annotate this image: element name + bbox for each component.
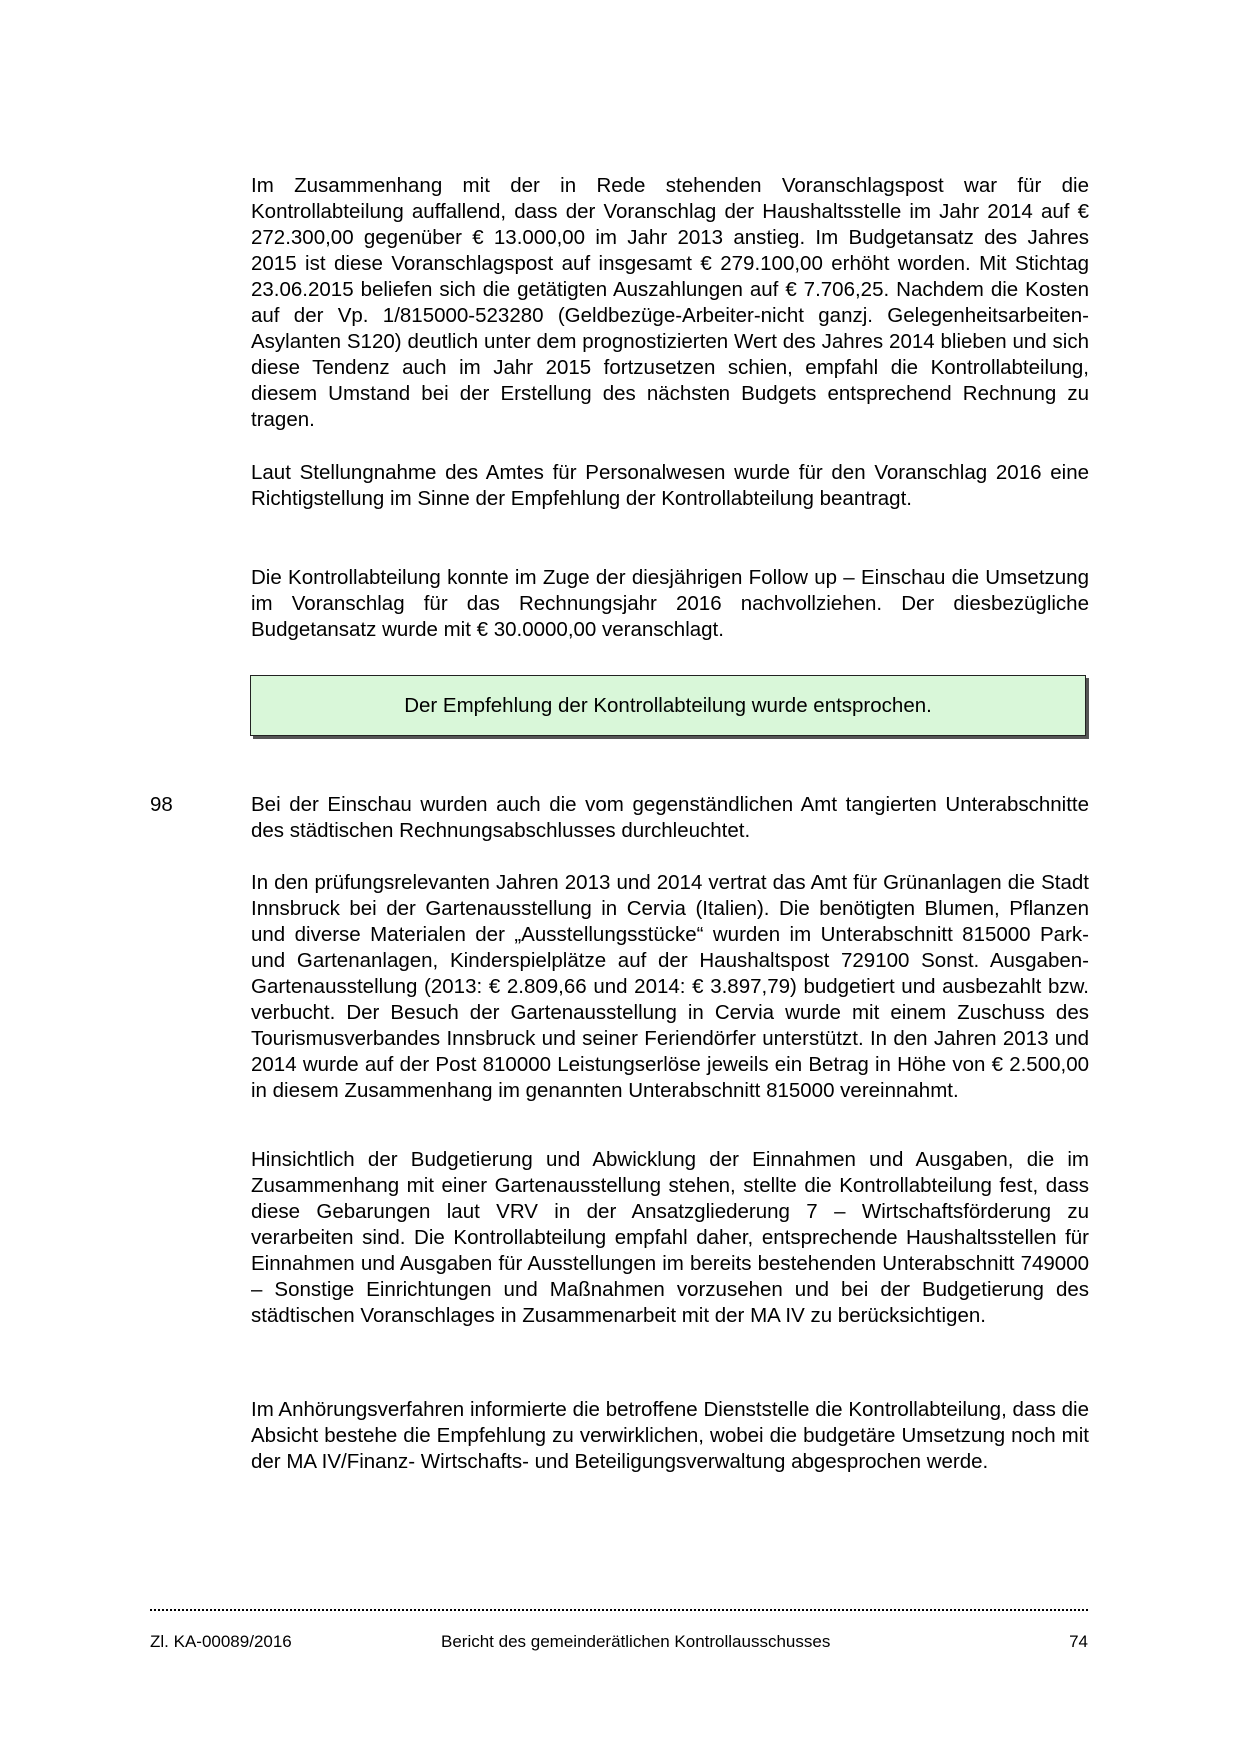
footer-divider bbox=[150, 1609, 1088, 1611]
footer-report-title: Bericht des gemeinderätlichen Kontrollausschusses bbox=[441, 1632, 831, 1651]
recommendation-result-text: Der Empfehlung der Kontrollabteilung wurde entsprochen. bbox=[404, 693, 932, 717]
paragraph-hearing-procedure: Im Anhörungsverfahren informierte die betroffene Dienststelle die Kontrollabteilung, dass die Absicht bestehe die Empfehlung zu verwirklichen, wobei die budgetäre Umsetzung noch mit der MA IV/Finanz- Wirtschafts- und Beteiligungsverwaltung abgesprochen werde. bbox=[251, 1398, 1089, 1473]
paragraph-follow-up: Die Kontrollabteilung konnte im Zuge der diesjährigen Follow up – Einschau die Umsetzung im Voranschlag für das Rechnungsjahr 2016 nachvollziehen. Der diesbezügliche Budgetansatz wurde mit € 30.0000,00 veranschlagt. bbox=[251, 566, 1089, 641]
footer-reference: Zl. KA-00089/2016 bbox=[150, 1632, 292, 1651]
paragraph-budget-increase: Im Zusammenhang mit der in Rede stehenden Voranschlagspost war für die Kontrollabteilung auffallend, dass der Voranschlag der Haushaltsstelle im Jahr 2014 auf € 272.300,00 gegenüber € 13.000,00 im Jahr 2013 anstieg. Im Budgetansatz des Jahres 2015 ist diese Voranschlagspost auf insgesamt € 279.100,00 erhöht worden. Mit Stichtag 23.06.2015 beliefen sich die getätigten Auszahlungen auf € 7.706,25. Nachdem die Kosten auf der Vp. 1/815000-523280 (Geldbezüge-Arbeiter-nicht ganzj. Gelegenheitsarbeiten-Asylanten S120) deutlich unter dem prognostizierten Wert des Jahres 2014 blieben und sich diese Tendenz auch im Jahr 2015 fortzusetzen schien, empfahl die Kontrollabteilung, diesem Umstand bei der Erstellung des nächsten Budgets entsprechend Rechnung zu tragen. bbox=[251, 174, 1089, 431]
paragraph-garden-exhibition: In den prüfungsrelevanten Jahren 2013 und 2014 vertrat das Amt für Grünanlagen die Stadt Innsbruck bei der Gartenausstellung in Cervia (Italien). Die benötigten Blumen, Pflanzen und diverse Materialen der „Ausstellungsstücke“ wurden im Unterabschnitt 815000 Park- und Gartenanlagen, Kinderspielplätze auf der Haushaltspost 729100 Sonst. Ausgaben-Gartenausstellung (2013: € 2.809,66 und 2014: € 3.897,79) budgetiert und ausbezahlt bzw. verbucht. Der Besuch der Gartenausstellung in Cervia wurde mit einem Zuschuss des Tourismusverbandes Innsbruck und seiner Feriendörfer unterstützt. In den Jahren 2013 und 2014 wurde auf der Post 810000 Leistungserlöse jeweils ein Betrag in Höhe von € 2.500,00 in diesem Zusammenhang im genannten Unterabschnitt 815000 vereinnahmt. bbox=[251, 871, 1089, 1102]
paragraph-statement-personnel-office: Laut Stellungnahme des Amtes für Personalwesen wurde für den Voranschlag 2016 eine Richtigstellung im Sinne der Empfehlung der Kontrollabteilung beantragt. bbox=[251, 461, 1089, 510]
page-number: 74 bbox=[1069, 1632, 1088, 1651]
paragraph-subsections: Bei der Einschau wurden auch die vom gegenständlichen Amt tangierten Unterabschnitte des städtischen Rechnungsabschlusses durchleuchtet. bbox=[251, 793, 1089, 842]
paragraph-budgeting-findings: Hinsichtlich der Budgetierung und Abwicklung der Einnahmen und Ausgaben, die im Zusammenhang mit einer Gartenausstellung stehen, stellte die Kontrollabteilung fest, dass diese Gebarungen laut VRV in der Ansatzgliederung 7 – Wirtschaftsförderung zu verarbeiten sind. Die Kontrollabteilung empfahl daher, entsprechende Haushaltsstellen für Einnahmen und Ausgaben für Ausstellungen im bereits bestehenden Unterabschnitt 749000 – Sonstige Einrichtungen und Maßnahmen vorzusehen und bei der Budgetierung des städtischen Voranschlages in Zusammenarbeit mit der MA IV zu berücksichtigen. bbox=[251, 1148, 1089, 1327]
recommendation-result-box bbox=[250, 675, 1086, 736]
section-number: 98 bbox=[150, 793, 173, 816]
